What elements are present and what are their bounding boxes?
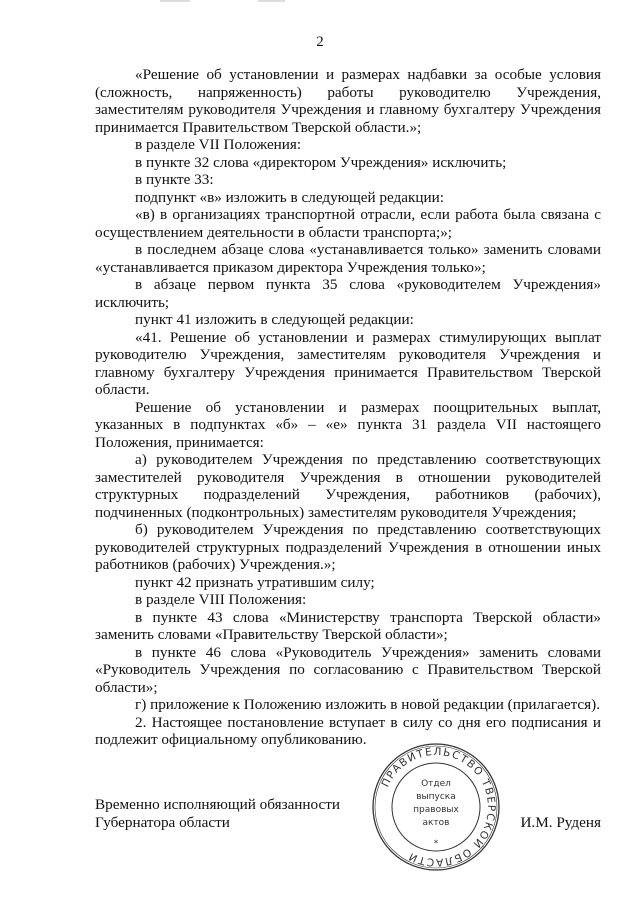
- paragraph: г) приложение к Положению изложить в новой редакции (прилагается).: [135, 696, 600, 713]
- paragraph: а) руководителем Учреждения по представлению соответствующих заместителей руководителя Учреждения в отношении руководителей структурных подразделений Учреждения, работников (рабочих), подчиненных (подконтрольных) заместителям руководителя Учреждения;: [95, 451, 601, 521]
- signatory-name: И.М. Руденя: [520, 813, 601, 831]
- paragraph: в пункте 43 слова «Министерству транспорта Тверской области» заменить словами «Правительству Тверской области»;: [95, 608, 601, 643]
- seal-line: Отдел: [421, 779, 451, 789]
- official-seal: [371, 742, 501, 872]
- paragraph: «41. Решение об установлении и размерах стимулирующих выплат руководителю Учреждения, заместителям руководителя Учреждения и главному бухгалтеру Учреждения принимается Правительством Тверской области.: [95, 328, 601, 398]
- paragraph: в абзаце первом пункта 35 слова «руководителем Учреждения» исключить;: [95, 276, 601, 311]
- seal-line: актов: [422, 818, 450, 828]
- paragraph: подпункт «в» изложить в следующей редакции:: [135, 188, 444, 206]
- paragraph: в последнем абзаце слова «устанавливается только» заменить словами «устанавливается приказом директора Учреждения только»;: [95, 241, 601, 276]
- signatory-title-line: Губернатора области: [95, 813, 230, 831]
- paragraph: пункт 41 изложить в следующей редакции:: [135, 311, 414, 328]
- document-body: [95, 66, 601, 749]
- paragraph: б) руководителем Учреждения по представлению соответствующих руководителей структурных подразделений Учреждения в отношении иных работников (рабочих) Учреждения.»;: [95, 521, 601, 573]
- signature-block: [95, 796, 601, 836]
- paragraph: в пункте 46 слова «Руководитель Учреждения» заменить словами «Руководитель Учреждения по согласованию с Правительством Тверской области»;: [95, 643, 601, 696]
- signatory-title-line: Временно исполняющий обязанности: [95, 796, 341, 813]
- seal-star: *: [433, 839, 439, 849]
- signatory-title: [95, 796, 340, 831]
- seal-ring-text: ПРАВИТЕЛЬСТВО ТВЕРСКОЙ ОБЛАСТИ: [379, 745, 498, 869]
- paragraph: 2. Настоящее постановление вступает в силу со дня его подписания и подлежит официальному опубликованию.: [95, 713, 601, 748]
- seal-line: правовых: [413, 805, 459, 815]
- page-number: 2: [316, 34, 324, 50]
- scan-artifact-marks: [0, 0, 640, 4]
- paragraph: в разделе VIII Положения:: [135, 591, 307, 608]
- paragraph: «Решение об установлении и размерах надбавки за особые условия (сложность, напряженность) работы руководителю Учреждения, заместителям руководителя Учреждения и главному бухгалтеру Учреждения принимается Правительством Тверской области.»;: [95, 66, 601, 136]
- paragraph: «в) в организациях транспортной отрасли, если работа была связана с осуществлением деятельности в области транспорта;»;: [95, 206, 601, 241]
- seal-line: выпуска: [416, 792, 456, 802]
- paragraph: в пункте 32 слова «директором Учреждения» исключить;: [135, 153, 507, 171]
- paragraph: в разделе VII Положения:: [135, 136, 302, 153]
- paragraph: в пункте 33:: [135, 171, 214, 188]
- paragraph: пункт 42 признать утратившим силу;: [135, 573, 375, 591]
- paragraph: Решение об установлении и размерах поощрительных выплат, указанных в подпунктах «б» – «е» пункта 31 раздела VII настоящего Положения, принимается:: [95, 398, 601, 451]
